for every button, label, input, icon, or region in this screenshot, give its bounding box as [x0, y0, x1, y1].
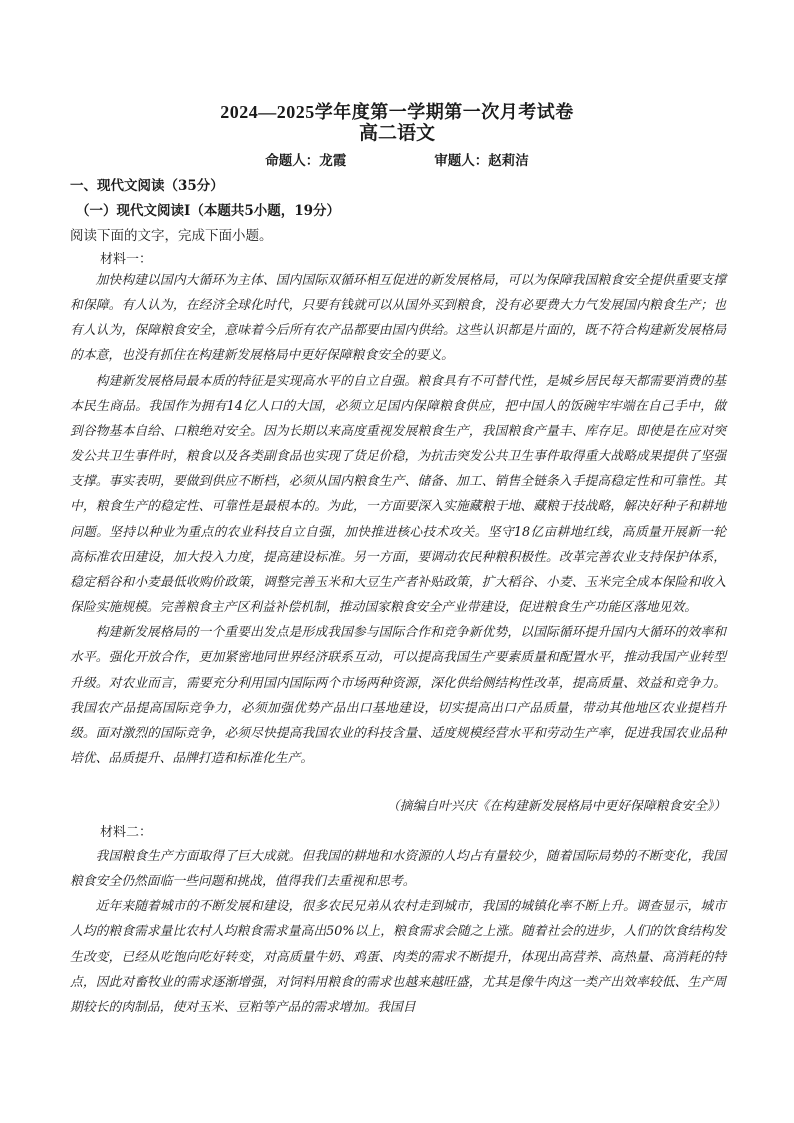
material2-body — [70, 844, 726, 1020]
author-label: 命题人：龙霞 — [265, 153, 347, 169]
reviewer-label: 审题人：赵莉洁 — [434, 153, 529, 169]
exam-title: 2024—2025学年度第一学期第一次月考试卷 — [220, 102, 574, 122]
material1-paragraph: 构建新发展格局的一个重要出发点是形成我国参与国际合作和竞争新优势，以国际循环提升国内大循环的效率和水平。强化开放合作，更加紧密地同世界经济联系互动，可以提高我国生产要素质量和配置水平，推动我国产业转型升级。对农业而言，需要充分利用国内国际两个市场两种资源，深化供给侧结构性改革，提高质量、效益和竞争力。我国农产品提高国际竞争力，必须加强优势产品出口基地建设，切实提高出口产品质量，带动其他地区农业提档升级。面对激烈的国际竞争，必须尽快提高我国农业的科技含量、适度规模经营水平和劳动生产率，促进我国农业品种培优、品质提升、品牌打造和标准化生产。 — [70, 625, 726, 766]
material2-paragraph: 我国粮食生产方面取得了巨大成就。但我国的耕地和水资源的人均占有量较少，随着国际局势的不断变化，我国粮食安全仍然面临一些问题和挑战，值得我们去重视和思考。 — [70, 849, 726, 890]
section-heading-part1: 一、现代文阅读（35分） — [70, 178, 224, 194]
material1-paragraph: 加快构建以国内大循环为主体、国内国际双循环相互促进的新发展格局，可以为保障我国粮食安全提供重要支撑和保障。有人认为，在经济全球化时代，只要有钱就可以从国外买到粮食，没有必要费大力气发展国内粮食生产；也有人认为，保障粮食安全，意味着今后所有农产品都要由国内供给。这些认识都是片面的，既不符合构建新发展格局的本意，也没有抓住在构建新发展格局中更好保障粮食安全的要义。 — [70, 273, 726, 364]
material1-paragraph: 构建新发展格局最本质的特征是实现高水平的自立自强。粮食具有不可替代性，是城乡居民每天都需要消费的基本民生商品。我国作为拥有14亿人口的大国，必须立足国内保障粮食供应，把中国人的饭碗牢牢端在自己手中，做到谷物基本自给、口粮绝对安全。因为长期以来高度重视发展粮食生产，我国粮食产量丰、库存足。即使是在应对突发公共卫生事件时，粮食以及各类副食品也实现了货足价稳，为抗击突发公共卫生事件取得重大战略成果提供了坚强支撑。事实表明，要做到供应不断档，必须从国内粮食生产、储备、加工、销售全链条入手提高稳定性和可靠性。其中，粮食生产的稳定性、可靠性是最根本的。为此，一方面要深入实施藏粮于地、藏粮于技战略，解决好种子和耕地问题。坚持以种业为重点的农业科技自立自强，加快推进核心技术攻关。坚守18亿亩耕地红线，高质量开展新一轮高标准农田建设，加大投入力度，提高建设标准。另一方面，要调动农民种粮积极性。改革完善农业支持保护体系，稳定稻谷和小麦最低收购价政策，调整完善玉米和大豆生产者补贴政策，扩大稻谷、小麦、玉米完全成本保险和收入保险实施规模。完善粮食主产区利益补偿机制，推动国家粮食安全产业带建设，促进粮食生产功能区落地见效。 — [70, 373, 726, 616]
material1-source: （摘编自叶兴庆《在构建新发展格局中更好保障粮食安全》） — [386, 799, 726, 814]
material2-paragraph: 近年来随着城市的不断发展和建设，很多农民兄弟从农村走到城市，我国的城镇化率不断上升。调查显示，城市人均的粮食需求量比农村人均粮食需求量高出50%以上，粮食需求会随之上涨。随着社会的进步，人们的饮食结构发生改变，已经从吃饱向吃好转变，对高质量牛奶、鸡蛋、肉类的需求不断提升，体现出高营养、高热量、高消耗的特点，因此对畜牧业的需求逐渐增强，对饲料用粮食的需求也越来越旺盛，尤其是像牛肉这一类产出效率较低、生产周期较长的肉制品，使对玉米、豆粕等产品的需求增加。我国目 — [70, 899, 726, 1015]
material1-label: 材料一： — [100, 252, 153, 267]
material1-body — [70, 268, 726, 771]
section-heading-reading1: （一）现代文阅读Ⅰ（本题共5小题，19分） — [76, 203, 340, 219]
material2-label: 材料二： — [100, 825, 153, 840]
exam-subject: 高二语文 — [358, 122, 435, 144]
instruction-text: 阅读下面的文字，完成下面小题。 — [70, 228, 273, 244]
exam-authors — [0, 149, 794, 169]
